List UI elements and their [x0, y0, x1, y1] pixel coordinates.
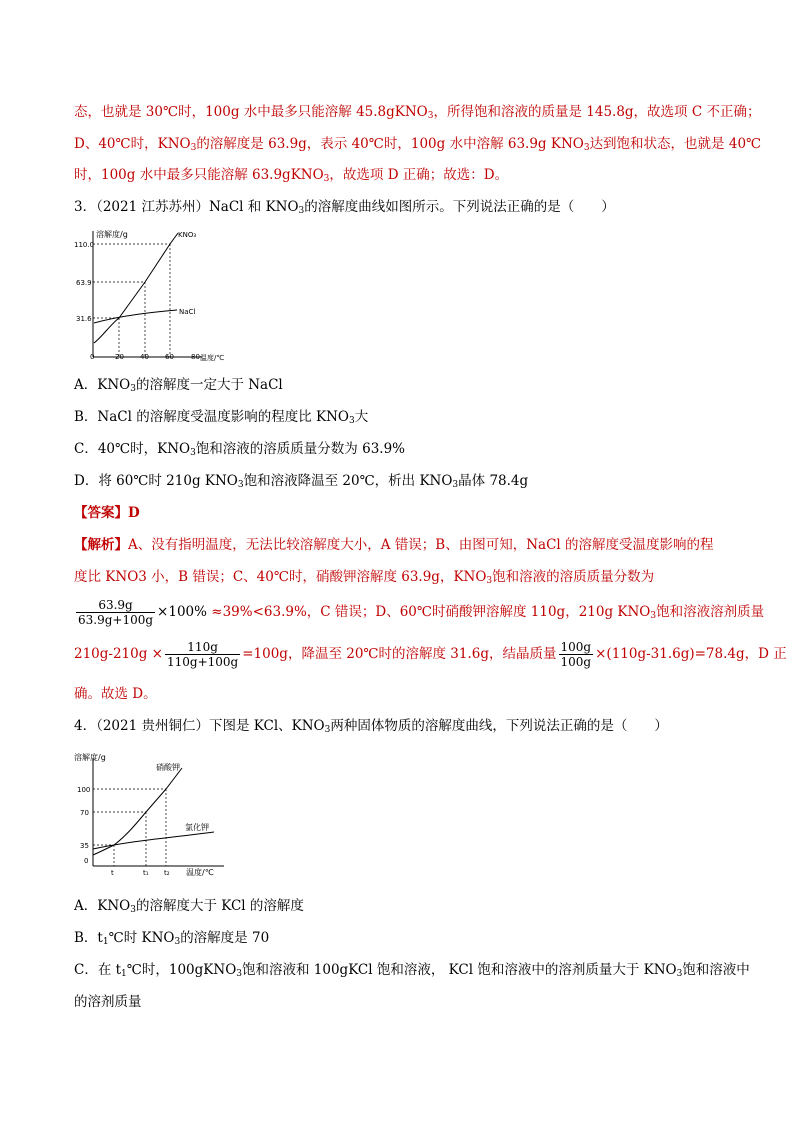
fraction-100: $\frac{100g}{100g}$ [560, 640, 592, 669]
q3-x-axis-label: 温度/℃ [200, 354, 225, 362]
q4-xtick-t1: t₁ [143, 869, 149, 877]
analysis-continuation-line-2: D、40℃时，$KNO_3$的溶解度是 63.9g，表示 40℃时，100g 水中溶解 63.9g $KNO_3$达到饱和状态，也就是 40℃ [74, 136, 762, 153]
q3-xtick-20: 20 [115, 353, 124, 361]
q3-option-b: B．NaCl 的溶解度受温度影响的程度比 $KNO_3$大 [74, 409, 369, 426]
q3-ytick-31.6: 31.6 [76, 315, 92, 323]
q4-ytick-100: 100 [77, 786, 91, 794]
q4-kno3-label: 硝酸钾 [156, 763, 180, 772]
q4-ytick-0: 0 [84, 857, 89, 865]
q3-y-axis-label: 溶解度/g [96, 230, 128, 239]
q3-option-a: A．$KNO_3$的溶解度一定大于 NaCl [74, 377, 283, 394]
q3-analysis-line-2: 度比 KNO3 小，B 错误；C、40℃时，硝酸钾溶解度 63.9g，$KNO_3$饱和溶液的溶质质量分数为 [74, 569, 655, 586]
q3-analysis-line-1: 【解析】A、没有指明温度，无法比较溶解度大小，A 错误；B、由图可知，NaCl 的溶解度受温度影响的程 [74, 537, 714, 553]
q3-xtick-40: 40 [140, 353, 149, 361]
q4-option-a: A．$KNO_3$的溶解度大于 KCl 的溶解度 [74, 898, 304, 915]
question-3-stem: 3．（2021 江苏苏州）NaCl 和 $KNO_3$的溶解度曲线如图所示。下列说法正确的是（ ） [74, 199, 615, 216]
q3-analysis-line-3: $\frac{63.9g}{63.9g+100g}$ ×100% ≈39%<63.9%，C 错误；D、60℃时硝酸钾溶解度 110g，210g $KNO_3$饱和溶液溶剂质量 [78, 598, 765, 627]
fraction-63.9: $\frac{63.9g}{63.9g+100g}$ [78, 598, 154, 627]
q3-analysis-line-5: 确。故选 D。 [74, 686, 157, 702]
q3-xtick-60: 60 [165, 353, 174, 361]
q3-xtick-0: 0 [90, 353, 95, 361]
q4-y-axis-label: 溶解度/g [74, 753, 106, 762]
q4-solubility-chart [74, 748, 234, 883]
q3-option-d: D．将 60℃时 210g $KNO_3$饱和溶液降温至 20℃，析出 $KNO_3$晶体 78.4g [74, 473, 529, 490]
q4-ytick-35: 35 [80, 842, 89, 850]
q3-xtick-80: 80 [191, 353, 200, 361]
q4-option-b: B．$t_1℃$时 $KNO_3$的溶解度是 70 [74, 930, 270, 947]
fraction-110: $\frac{110g}{110g+100g}$ [166, 640, 239, 669]
q4-xtick-t: t [111, 869, 114, 877]
q4-option-c-line-2: 的溶剂质量 [74, 994, 142, 1010]
q4-option-c-line-1: C．在 $t_1℃$时，100gKNO$_3$饱和溶液和 100gKCl 饱和溶液， KCl 饱和溶液中的溶剂质量大于 $KNO_3$饱和溶液中 [74, 962, 750, 979]
q3-nacl-label: NaCl [179, 308, 196, 316]
analysis-continuation-line-1: 态，也就是 30℃时，100g 水中最多只能溶解 45.8gKNO$_3$，所得饱和溶液的质量是 145.8g，故选项 C 不正确； [74, 104, 761, 121]
q3-analysis-line-4: 210g-210g × $\frac{110g}{110g+100g}$ =100g，降温至 20℃时的溶解度 31.6g，结晶质量 $\frac{100g}{100g}$ ×(110g-31.6g)=78.4g，D 正 [74, 640, 787, 669]
analysis-continuation-line-3: 时，100g 水中最多只能溶解 63.9gKNO$_3$，故选项 D 正确；故选：D。 [74, 167, 509, 184]
q4-xtick-t2: t₂ [164, 869, 170, 877]
q3-option-c: C．40℃时，$KNO_3$饱和溶液的溶质质量分数为 63.9% [74, 441, 405, 458]
q3-kno3-label: KNO₃ [178, 231, 197, 239]
q3-kno3-curve [94, 233, 178, 343]
question-4-stem: 4．（2021 贵州铜仁）下图是 KCl、$KNO_3$两种固体物质的溶解度曲线，下列说法正确的是（ ） [74, 718, 668, 735]
q3-ytick-110: 110.0 [74, 241, 95, 249]
q4-x-axis-label: 温度/℃ [186, 868, 214, 877]
q3-nacl-curve [94, 310, 177, 323]
q3-answer: 【答案】D [74, 505, 140, 521]
q3-ytick-63.9: 63.9 [76, 279, 92, 287]
q4-ytick-70: 70 [80, 809, 89, 817]
q3-solubility-chart [74, 225, 244, 365]
q4-kcl-label: 氯化钾 [185, 823, 209, 832]
